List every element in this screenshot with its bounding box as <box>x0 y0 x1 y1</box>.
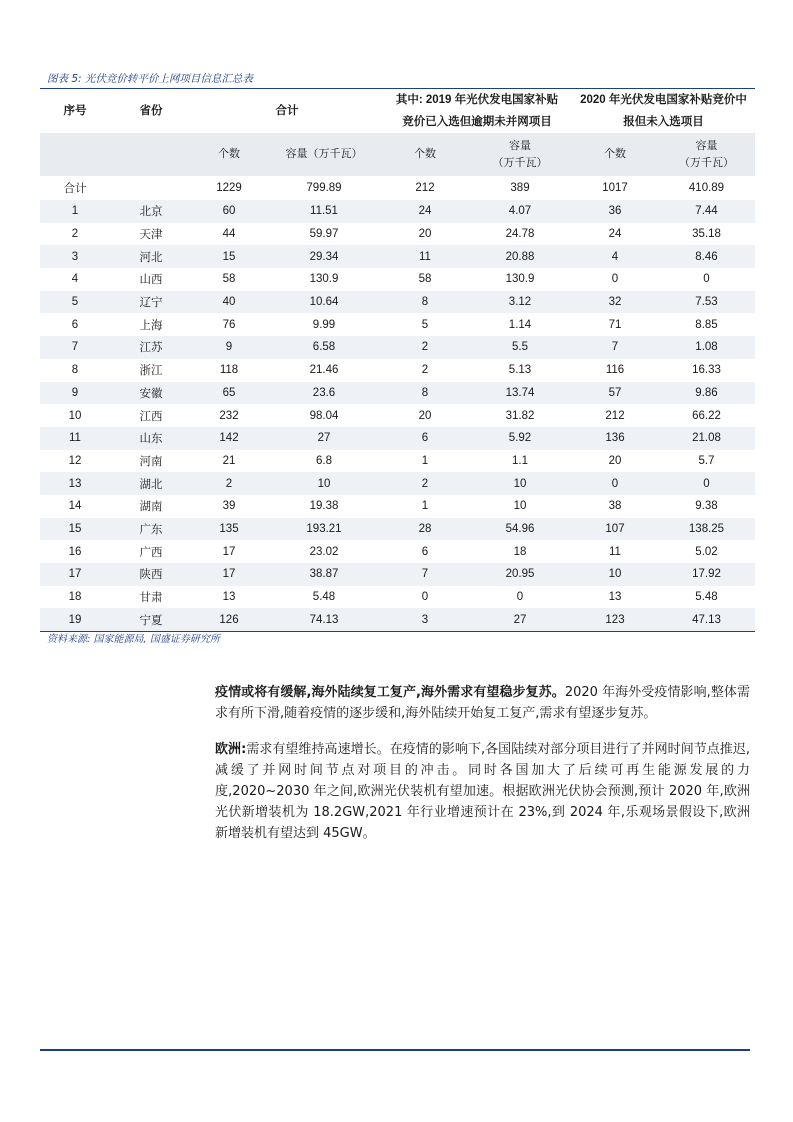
cell-c2: 20 <box>418 409 432 422</box>
table-subheader-row <box>40 133 755 176</box>
cell-no: 2 <box>71 228 79 241</box>
cell-no: 12 <box>68 454 82 467</box>
cell-prov: 安徽 <box>110 382 192 405</box>
cell-c3: 136 <box>572 427 658 450</box>
cell-c3: 20 <box>608 454 622 467</box>
cell-c2: 6 <box>382 427 468 450</box>
cell-no: 18 <box>68 591 82 604</box>
cell-no: 7 <box>40 336 110 359</box>
table-row <box>40 518 755 541</box>
cell-c1: 142 <box>192 427 266 450</box>
cell-c1: 118 <box>219 364 239 377</box>
cell-no: 3 <box>40 245 110 268</box>
table-row <box>40 268 755 291</box>
cell-c2: 5 <box>421 318 429 331</box>
cell-v2: 1.14 <box>508 318 532 331</box>
header-2019-line1: 其中: 2019 年光伏发电国家补贴 <box>395 94 559 106</box>
cell-no: 16 <box>68 545 82 558</box>
cell-v2: 54.96 <box>468 518 572 541</box>
cell-c3: 24 <box>608 228 622 241</box>
cell-v2: 20.88 <box>468 245 572 268</box>
cell-c1: 17 <box>192 563 266 586</box>
cell-c3: 116 <box>605 364 625 377</box>
cell-c3: 4 <box>572 245 658 268</box>
cell-prov: 山东 <box>110 427 192 450</box>
cell-c1: 76 <box>222 318 236 331</box>
cell-no: 10 <box>68 409 82 422</box>
cell-v1: 38.87 <box>266 563 382 586</box>
cell-c1: 21 <box>222 454 236 467</box>
cell-v1: 11.51 <box>266 200 382 223</box>
cell-prov: 江苏 <box>110 336 192 359</box>
cell-v3: 8.85 <box>695 318 718 331</box>
cell-no: 1 <box>40 200 110 223</box>
cell-v1: 19.38 <box>309 500 339 513</box>
cell-no: 5 <box>40 291 110 314</box>
cell-v3: 7.44 <box>658 200 755 223</box>
cell-v3: 5.7 <box>698 454 715 467</box>
cell-c2: 58 <box>418 273 432 286</box>
cell-v2: 13.74 <box>468 382 572 405</box>
total-2019-capacity: 389 <box>468 176 572 200</box>
cell-no: 9 <box>40 382 110 405</box>
cell-c3: 71 <box>608 318 622 331</box>
cell-v1: 27 <box>266 427 382 450</box>
table-row <box>40 586 755 609</box>
table-row <box>40 404 755 427</box>
cell-prov: 广东 <box>110 518 192 541</box>
table-row <box>40 336 755 359</box>
cell-v2: 24.78 <box>505 228 535 241</box>
cell-c2: 8 <box>382 382 468 405</box>
cell-v2: 31.82 <box>505 409 535 422</box>
cell-c3: 13 <box>608 591 622 604</box>
cell-v1: 10.64 <box>266 291 382 314</box>
cell-v1: 29.34 <box>266 245 382 268</box>
cell-c1: 9 <box>192 336 266 359</box>
cell-v2: 10 <box>468 472 572 495</box>
cell-prov: 辽宁 <box>110 291 192 314</box>
cell-c3: 212 <box>605 409 625 422</box>
cell-c2: 0 <box>421 591 429 604</box>
cell-v3: 5.48 <box>695 591 718 604</box>
cell-v1: 74.13 <box>266 608 382 631</box>
sub-count-2020: 个数 <box>572 133 658 176</box>
cell-v3: 66.22 <box>692 409 721 422</box>
cell-v1: 98.04 <box>309 409 339 422</box>
table-total-row <box>40 176 755 200</box>
cell-v2: 5.92 <box>468 427 572 450</box>
cell-no: 14 <box>68 500 82 513</box>
total-capacity: 799.89 <box>266 176 382 200</box>
total-2020-count: 1017 <box>572 176 658 200</box>
table-row <box>40 540 755 563</box>
cell-c1: 2 <box>192 472 266 495</box>
cell-c1: 126 <box>192 608 266 631</box>
total-2019-count: 212 <box>382 176 468 200</box>
sub-capacity-total: 容量（万千瓦） <box>266 133 382 176</box>
cell-v3: 16.33 <box>692 364 721 377</box>
paragraph-europe-lead: 欧洲: <box>215 742 247 757</box>
cell-c2: 1 <box>421 500 429 513</box>
cell-v2: 3.12 <box>468 291 572 314</box>
cell-v3: 21.08 <box>658 427 755 450</box>
cell-prov: 湖南 <box>139 501 163 514</box>
cell-c3: 107 <box>572 518 658 541</box>
cell-v2: 5.5 <box>468 336 572 359</box>
cell-prov: 天津 <box>139 229 163 242</box>
cell-no: 8 <box>71 364 79 377</box>
table-row <box>40 495 755 518</box>
cell-v3: 7.53 <box>658 291 755 314</box>
cell-v2: 0 <box>516 591 524 604</box>
cell-c2: 3 <box>382 608 468 631</box>
cell-v3: 9.86 <box>658 382 755 405</box>
cell-c1: 15 <box>192 245 266 268</box>
table-row <box>40 382 755 405</box>
cell-c1: 39 <box>222 500 236 513</box>
table-row <box>40 200 755 223</box>
sub-capacity-2019: 容量 （万千瓦） <box>468 133 572 176</box>
header-2019-line2: 竞价已入选但逾期未并网项目 <box>402 116 552 128</box>
cell-v3: 0 <box>658 472 755 495</box>
cell-c2: 7 <box>382 563 468 586</box>
cell-no: 4 <box>71 273 79 286</box>
cell-no: 19 <box>40 608 110 631</box>
cell-c2: 2 <box>382 336 468 359</box>
cell-prov: 山西 <box>139 274 163 287</box>
cell-c2: 6 <box>421 545 429 558</box>
cell-c3: 0 <box>611 273 619 286</box>
cell-v3: 8.46 <box>658 245 755 268</box>
header-2020-line1: 2020 年光伏发电国家补贴竞价中 <box>580 94 747 106</box>
paragraph-overseas-body: 2020 年海外受疫情影响,整体需求有所下滑,随着疫情的逐步缓和,海外陆续开始复工复产,需求有望逐步复苏。 <box>215 685 750 721</box>
header-2020-group <box>572 89 755 133</box>
cell-v2: 27 <box>468 608 572 631</box>
cell-v3: 17.92 <box>658 563 755 586</box>
figure-caption: 图表 5: 光伏竞价转平价上网项目信息汇总表 <box>47 73 253 85</box>
cell-c3: 10 <box>572 563 658 586</box>
cell-c3: 0 <box>572 472 658 495</box>
cell-v1: 23.6 <box>266 382 382 405</box>
footer-divider <box>40 1049 750 1051</box>
cell-c3: 11 <box>609 545 621 558</box>
cell-prov: 湖北 <box>110 472 192 495</box>
cell-v1: 59.97 <box>309 228 339 241</box>
cell-c3: 36 <box>572 200 658 223</box>
cell-c2: 11 <box>382 245 468 268</box>
source-note: 资料来源: 国家能源局, 国盛证券研究所 <box>47 634 220 645</box>
paragraph-europe-body: 需求有望维持高速增长。在疫情的影响下,各国陆续对部分项目进行了并网时间节点推迟,减缓了并网时间节点对项目的冲击。同时各国加大了后续可再生能源发展的力度,2020~2030 年之间,欧洲光伏装机有望加速。根据欧洲光伏协会预测,预计 2020 年,欧洲光伏新增装机为 18.2GW,2021 年行业增速预计在 23%,到 2024 年,乐观场景假设下,欧洲新增装机有望达到 45GW。 <box>215 742 751 841</box>
paragraph-overseas <box>215 682 750 724</box>
table-row <box>40 608 755 631</box>
cell-c2: 28 <box>382 518 468 541</box>
cell-v1: 130.9 <box>309 273 339 286</box>
province-summary-table <box>40 89 755 632</box>
sub-count-total: 个数 <box>192 133 266 176</box>
cell-c1: 40 <box>192 291 266 314</box>
table-row <box>40 313 755 336</box>
cell-v3: 0 <box>703 273 710 286</box>
cell-c2: 20 <box>418 228 432 241</box>
header-total: 合计 <box>192 89 382 133</box>
cell-prov: 宁夏 <box>110 608 192 631</box>
sub-capacity-2020: 容量 （万千瓦） <box>658 133 755 176</box>
table-row <box>40 450 755 473</box>
cell-c1: 135 <box>192 518 266 541</box>
cell-v2: 4.07 <box>468 200 572 223</box>
cell-v3: 35.18 <box>692 228 721 241</box>
table-row <box>40 223 755 246</box>
cell-prov: 浙江 <box>139 365 163 378</box>
cell-v1: 10 <box>266 472 382 495</box>
cell-c1: 58 <box>222 273 236 286</box>
cell-v3: 138.25 <box>658 518 755 541</box>
cell-c3: 32 <box>572 291 658 314</box>
cell-v1: 6.58 <box>266 336 382 359</box>
sub-count-2019: 个数 <box>382 133 468 176</box>
cell-v1: 21.46 <box>309 364 339 377</box>
cell-no: 17 <box>40 563 110 586</box>
cell-v2: 20.95 <box>468 563 572 586</box>
paragraph-overseas-lead: 疫情或将有缓解,海外陆续复工复产,海外需求有望稳步复苏。 <box>215 685 565 700</box>
paragraph-europe <box>215 739 750 844</box>
total-count: 1229 <box>192 176 266 200</box>
cell-c3: 7 <box>572 336 658 359</box>
cell-no: 15 <box>40 518 110 541</box>
cell-c2: 24 <box>382 200 468 223</box>
total-2020-capacity: 410.89 <box>658 176 755 200</box>
cell-prov: 河南 <box>139 455 163 468</box>
cell-c2: 2 <box>382 472 468 495</box>
cell-c1: 60 <box>192 200 266 223</box>
cell-prov: 江西 <box>139 410 163 423</box>
cell-no: 6 <box>71 318 79 331</box>
cell-prov: 北京 <box>110 200 192 223</box>
header-2019-group <box>382 89 572 133</box>
cell-v2: 130.9 <box>505 273 535 286</box>
table-row <box>40 563 755 586</box>
cell-v3: 9.38 <box>695 500 718 513</box>
table-header-row <box>40 89 755 133</box>
cell-prov: 上海 <box>139 319 163 332</box>
cell-v2: 1.1 <box>512 454 528 467</box>
header-seq: 序号 <box>40 89 110 133</box>
cell-v2: 5.13 <box>508 364 532 377</box>
cell-v1: 5.48 <box>312 591 336 604</box>
cell-c3: 38 <box>608 500 622 513</box>
table-row <box>40 427 755 450</box>
cell-prov: 甘肃 <box>139 592 163 605</box>
cell-v3: 47.13 <box>658 608 755 631</box>
table-row <box>40 472 755 495</box>
cell-c2: 2 <box>421 364 429 377</box>
cell-c3: 57 <box>572 382 658 405</box>
cell-v1: 9.99 <box>312 318 336 331</box>
cell-v3: 1.08 <box>658 336 755 359</box>
cell-v2: 18 <box>513 545 527 558</box>
cell-no: 13 <box>40 472 110 495</box>
cell-c2: 8 <box>382 291 468 314</box>
cell-prov: 河北 <box>110 245 192 268</box>
cell-v1: 6.8 <box>316 454 332 467</box>
total-label: 合计 <box>40 176 110 200</box>
cell-c1: 44 <box>222 228 236 241</box>
cell-c2: 1 <box>421 454 429 467</box>
cell-c1: 232 <box>219 409 239 422</box>
cell-c3: 123 <box>572 608 658 631</box>
cell-c1: 13 <box>222 591 236 604</box>
header-2020-line2: 报但未入选项目 <box>623 116 704 128</box>
cell-v1: 193.21 <box>266 518 382 541</box>
table-row <box>40 359 755 382</box>
cell-c1: 65 <box>192 382 266 405</box>
cell-c1: 17 <box>222 545 236 558</box>
cell-no: 11 <box>40 427 110 450</box>
cell-v1: 23.02 <box>309 545 339 558</box>
table-row <box>40 291 755 314</box>
cell-prov: 陕西 <box>110 563 192 586</box>
table-row <box>40 245 755 268</box>
cell-prov: 广西 <box>139 546 163 559</box>
cell-v3: 5.02 <box>695 545 718 558</box>
header-province: 省份 <box>110 89 192 133</box>
cell-v2: 10 <box>513 500 527 513</box>
